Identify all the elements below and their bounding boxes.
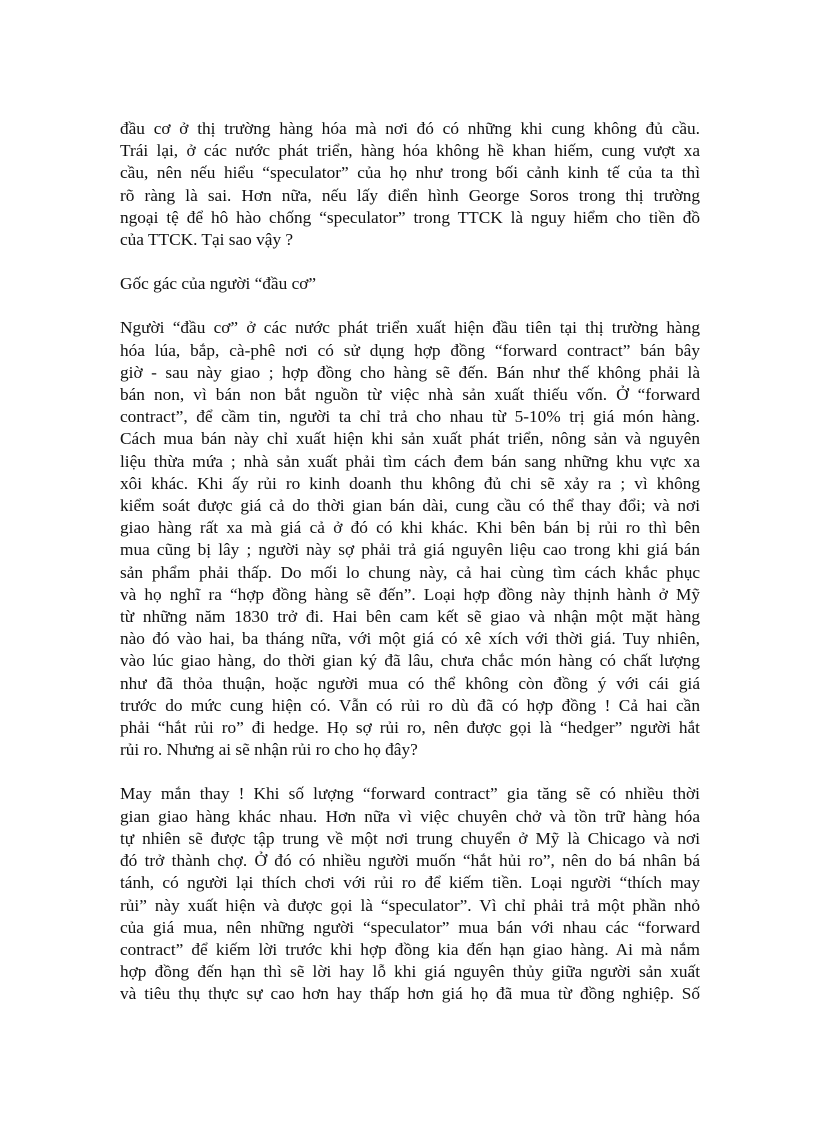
text-line: rủi” này xuất hiện và được gọi là “speculator”. Vì chỉ phải trả một phần nhỏ <box>120 895 700 915</box>
text-line: tự nhiên sẽ được tập trung về một nơi trung chuyển ở Mỹ là Chicago và nơi <box>120 828 700 848</box>
body-paragraph-2 <box>120 783 700 1005</box>
text-line: tánh, có người lại thích chơi với rủi ro để kiếm tiền. Loại người “thích may <box>120 873 700 893</box>
document-page <box>120 118 700 1006</box>
text-line: gian giao hàng khác nhau. Hơn nữa vì việc chuyên chở và tồn trữ hàng hóa <box>120 806 700 826</box>
text-line: Trái lại, ở các nước phát triển, hàng hóa không hề khan hiếm, cung vượt xa <box>120 141 700 161</box>
text-line: trước do mức cung hiện có. Vẫn có rủi ro dù đã có hợp đồng ! Cả hai cần <box>120 695 700 715</box>
text-line: contract” để kiếm lời trước khi hợp đồng kia đến hạn giao hàng. Ai mà nắm <box>120 939 700 959</box>
text-line: vào lúc giao hàng, do thời gian ký đã lâu, chưa chắc món hàng có chất lượng <box>120 651 700 671</box>
text-line: và họ nghĩ ra “hợp đồng hàng sẽ đến”. Loại hợp đồng này thịnh hành ở Mỹ <box>120 584 700 604</box>
text-line: rõ ràng là sai. Hơn nữa, nếu lấy điển hình George Soros trong thị trường <box>120 185 700 205</box>
text-line: May mắn thay ! Khi số lượng “forward contract” gia tăng sẽ có nhiều thời <box>120 784 700 804</box>
text-line: và tiêu thụ thực sự cao hơn hay thấp hơn giá họ đã mua từ đồng nghiệp. Số <box>120 984 700 1004</box>
body-paragraph-1 <box>120 317 700 761</box>
text-line: xôi khác. Khi ấy rủi ro kinh doanh thu không đủ chi sẽ xảy ra ; vì không <box>120 473 700 493</box>
text-line: sản phẩm phải thấp. Do mối lo chung này, cả hai cùng tìm cách khắc phục <box>120 562 700 582</box>
section-heading <box>120 273 700 295</box>
text-line: liệu thừa mứa ; nhà sản xuất phải tìm cách đem bán sang những khu vực xa <box>120 451 700 471</box>
intro-paragraph <box>120 118 700 251</box>
text-line: Cách mua bán này chỉ xuất hiện khi sản xuất phát triển, nông sản và nguyên <box>120 429 700 449</box>
heading-text: Gốc gác của người “đầu cơ” <box>120 274 317 294</box>
text-line: phải “hắt rủi ro” đi hedge. Họ sợ rủi ro, nên được gọi là “hedger” người hắt <box>120 718 700 738</box>
text-line: như đã thỏa thuận, hoặc người mua có thể không còn đồng ý với cái giá <box>120 673 700 693</box>
text-line: giờ - sau này giao ; hợp đồng cho hàng sẽ đến. Bán như thế không phải là <box>120 362 700 382</box>
text-line: contract”, để cầm tin, người ta chỉ trả cho nhau từ 5-10% trị giá món hàng. <box>120 407 700 427</box>
text-line: đó trở thành chợ. Ở đó có nhiều người muốn “hắt hủi ro”, nên do bá nhân bá <box>120 851 700 871</box>
text-line: ngoại tệ để hô hào chống “speculator” trong TTCK là nguy hiểm cho tiền đồ <box>120 207 700 227</box>
text-line: kiểm soát được giá cả do thời gian bán dài, cung cầu có thể thay đổi; và nơi <box>120 496 700 516</box>
text-line: hợp đồng đến hạn thì sẽ lời hay lỗ khi giá nguyên thủy giữa người sản xuất <box>120 962 700 982</box>
text-line: từ những năm 1830 trở đi. Hai bên cam kết sẽ giao và nhận một mặt hàng <box>120 607 700 627</box>
text-line: đầu cơ ở thị trường hàng hóa mà nơi đó có những khi cung không đủ cầu. <box>120 119 700 138</box>
text-line: giao hàng rất xa mà giá cả ở đó có khi khác. Khi bên bán bị rủi ro thì bên <box>120 518 700 538</box>
text-line: bán non, vì bán non bắt nguồn từ việc nhà sản xuất thiếu vốn. Ở “forward <box>120 385 700 405</box>
text-line: rủi ro. Nhưng ai sẽ nhận rủi ro cho họ đây? <box>120 740 418 760</box>
text-line: Người “đầu cơ” ở các nước phát triển xuất hiện đầu tiên tại thị trường hàng <box>120 318 700 338</box>
text-line: nào đó vào hai, ba tháng nữa, với một giá có xê xích với thời giá. Tuy nhiên, <box>120 629 700 649</box>
text-line: mua cũng bị lây ; người này sợ phải trả giá nguyên liệu cao trong khi giá bán <box>120 540 700 560</box>
text-line: cầu, nên nếu hiểu “speculator” của họ như trong bối cảnh kinh tế của ta thì <box>120 163 700 183</box>
text-line: của TTCK. Tại sao vậy ? <box>120 230 294 250</box>
text-line: của giá mua, nên những người “speculator” mua bán với nhau các “forward <box>120 917 700 937</box>
text-line: hóa lúa, bắp, cà-phê nơi có sử dụng hợp đồng “forward contract” bán bây <box>120 340 700 360</box>
